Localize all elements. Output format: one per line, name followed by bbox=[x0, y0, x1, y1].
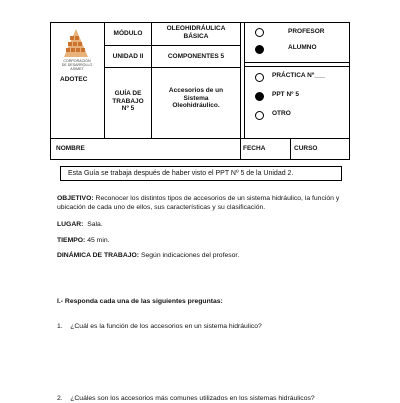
dinamica-line bbox=[57, 251, 239, 260]
curso-label: CURSO bbox=[294, 145, 318, 152]
modulo-value: OLEOHIDRÁULICA BÁSICA bbox=[166, 25, 226, 40]
divider bbox=[244, 66, 350, 67]
question-number: 2. bbox=[57, 395, 63, 402]
question-text: ¿Cuál es la función de los accesorios en un sistema hidráulico? bbox=[70, 323, 262, 330]
radio-icon[interactable] bbox=[255, 92, 264, 101]
option-label: PRÁCTICA Nº___ bbox=[272, 72, 326, 79]
fecha-label: FECHA bbox=[243, 145, 266, 152]
org-short: ADOTEC bbox=[60, 76, 88, 83]
option-label: PROFESOR bbox=[288, 28, 325, 35]
dinamica-label: DINÁMICA DE TRABAJO: bbox=[57, 252, 140, 259]
tiempo-label: TIEMPO: bbox=[57, 237, 86, 244]
question-2 bbox=[57, 394, 357, 403]
divider bbox=[244, 22, 245, 138]
option-label: OTRO bbox=[272, 110, 291, 117]
guia-label: GUÍA DE TRABAJO Nº 5 bbox=[112, 90, 144, 112]
tiempo-line bbox=[57, 236, 110, 245]
objetivo-paragraph bbox=[57, 194, 347, 212]
lugar-line bbox=[57, 220, 103, 229]
option-label: ALUMNO bbox=[288, 44, 317, 51]
divider bbox=[104, 67, 240, 68]
divider bbox=[104, 22, 105, 138]
section-title: I.- Responda cada una de las siguientes preguntas: bbox=[57, 298, 223, 305]
question-1 bbox=[57, 322, 347, 331]
lugar-text: Sala. bbox=[87, 221, 103, 228]
objetivo-label: OBJETIVO: bbox=[57, 195, 94, 202]
dinamica-text: Según indicaciones del profesor. bbox=[140, 252, 240, 259]
divider bbox=[151, 22, 152, 138]
lugar-label: LUGAR: bbox=[57, 221, 84, 228]
radio-icon[interactable] bbox=[255, 45, 264, 54]
logo-icon bbox=[60, 28, 92, 58]
unidad-label: UNIDAD II bbox=[112, 53, 144, 60]
note-box bbox=[60, 166, 342, 181]
divider bbox=[244, 62, 350, 63]
divider bbox=[240, 22, 241, 160]
nombre-label: NOMBRE bbox=[56, 145, 85, 152]
divider bbox=[50, 138, 350, 139]
question-number: 1. bbox=[57, 323, 63, 330]
divider bbox=[104, 45, 240, 46]
objetivo-text: Reconocer los distintos tipos de accesorios de un sistema hidráulico, la función y ubicación de cada uno de ellos, sus características y su clasificación. bbox=[57, 195, 340, 211]
guia-value: Accesorios de un Sistema Oleohidráulico. bbox=[168, 87, 224, 109]
org-name: CORPORACIÓN DE DESARROLLO ASIMET bbox=[61, 59, 93, 72]
question-text: ¿Cuáles son los accesorios más comunes utilizados en los sistemas hidráulicos? bbox=[70, 395, 315, 402]
option-label: PPT Nº 5 bbox=[272, 91, 299, 98]
divider bbox=[290, 138, 291, 160]
tiempo-text: 45 min. bbox=[87, 237, 110, 244]
unidad-value: COMPONENTES 5 bbox=[167, 53, 225, 60]
note-text: Esta Guía se trabaja después de haber visto el PPT Nº 5 de la Unidad 2. bbox=[68, 170, 294, 177]
radio-icon[interactable] bbox=[255, 111, 264, 120]
modulo-label: MÓDULO bbox=[113, 30, 143, 37]
radio-icon[interactable] bbox=[255, 73, 264, 82]
radio-icon[interactable] bbox=[255, 28, 264, 37]
